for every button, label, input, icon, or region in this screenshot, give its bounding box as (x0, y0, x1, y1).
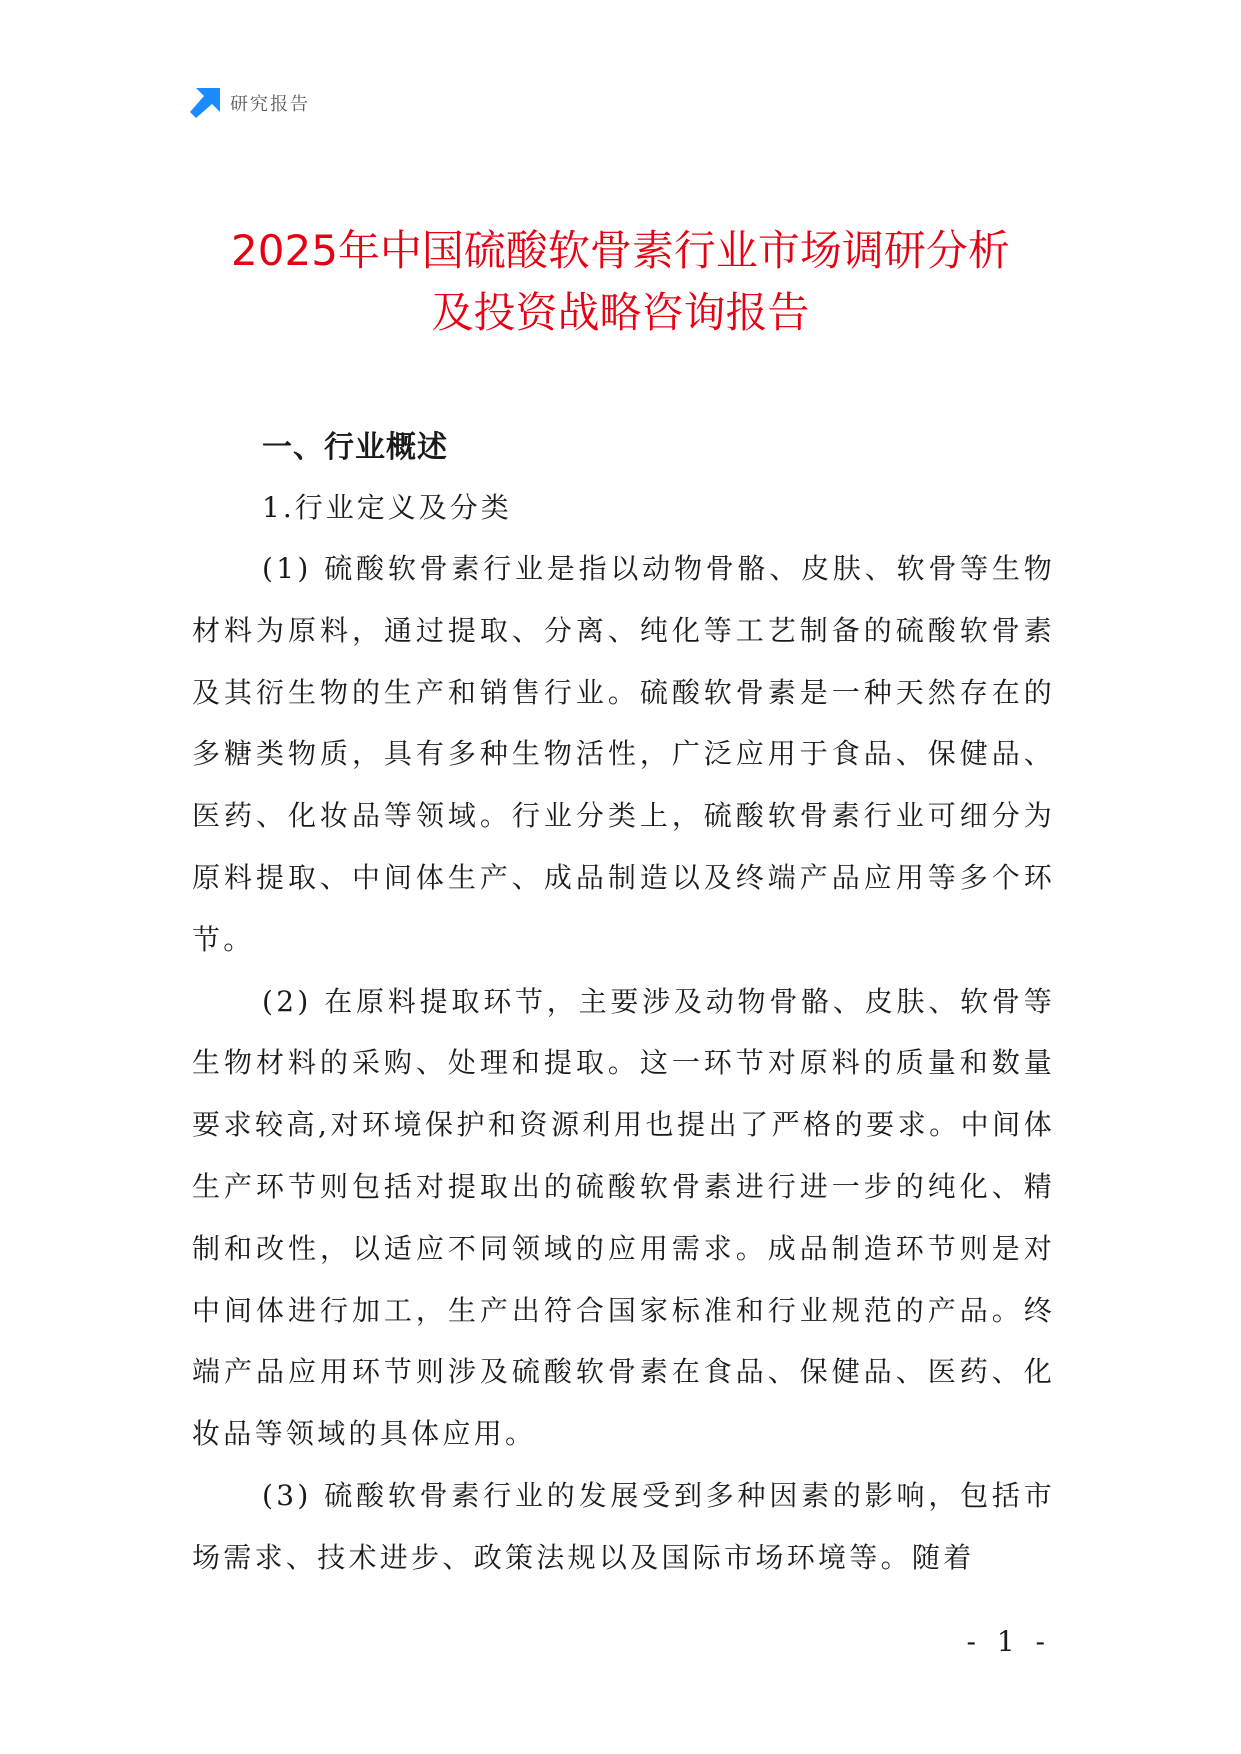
arrow-up-right-icon (190, 88, 220, 118)
document-body (192, 418, 1055, 1589)
paragraph-2: (2) 在原料提取环节，主要涉及动物骨骼、皮肤、软骨等生物材料的采购、处理和提取。这一环节对原料的质量和数量要求较高,对环境保护和资源利用也提出了严格的要求。中间体生产环节则包括对提取出的硫酸软骨素进行进一步的纯化、精制和改性，以适应不同领域的应用需求。成品制造环节则是对中间体进行加工，生产出符合国家标准和行业规范的产品。终端产品应用环节则涉及硫酸软骨素在食品、保健品、医药、化妆品等领域的具体应用。 (192, 984, 1055, 1451)
title-line-1: 2025年中国硫酸软骨素行业市场调研分析 (231, 226, 1010, 275)
page-number: - 1 - (966, 1625, 1051, 1658)
paragraph-1: (1) 硫酸软骨素行业是指以动物骨骼、皮肤、软骨等生物材料为原料，通过提取、分离、纯化等工艺制备的硫酸软骨素及其衍生物的生产和销售行业。硫酸软骨素是一种天然存在的多糖类物质，具有多种生物活性，广泛应用于食品、保健品、医药、化妆品等领域。行业分类上，硫酸软骨素行业可细分为原料提取、中间体生产、成品制造以及终端产品应用等多个环节。 (192, 552, 1055, 956)
report-title (150, 220, 1091, 344)
report-header (190, 88, 310, 118)
header-label: 研究报告 (230, 94, 310, 115)
title-line-2: 及投资战略咨询报告 (431, 288, 810, 337)
sub-heading: 1.行业定义及分类 (262, 491, 512, 524)
section-heading: 一、行业概述 (262, 430, 448, 465)
paragraph-3: (3) 硫酸软骨素行业的发展受到多种因素的影响，包括市场需求、技术进步、政策法规以及国际市场环境等。随着 (192, 1478, 1055, 1574)
